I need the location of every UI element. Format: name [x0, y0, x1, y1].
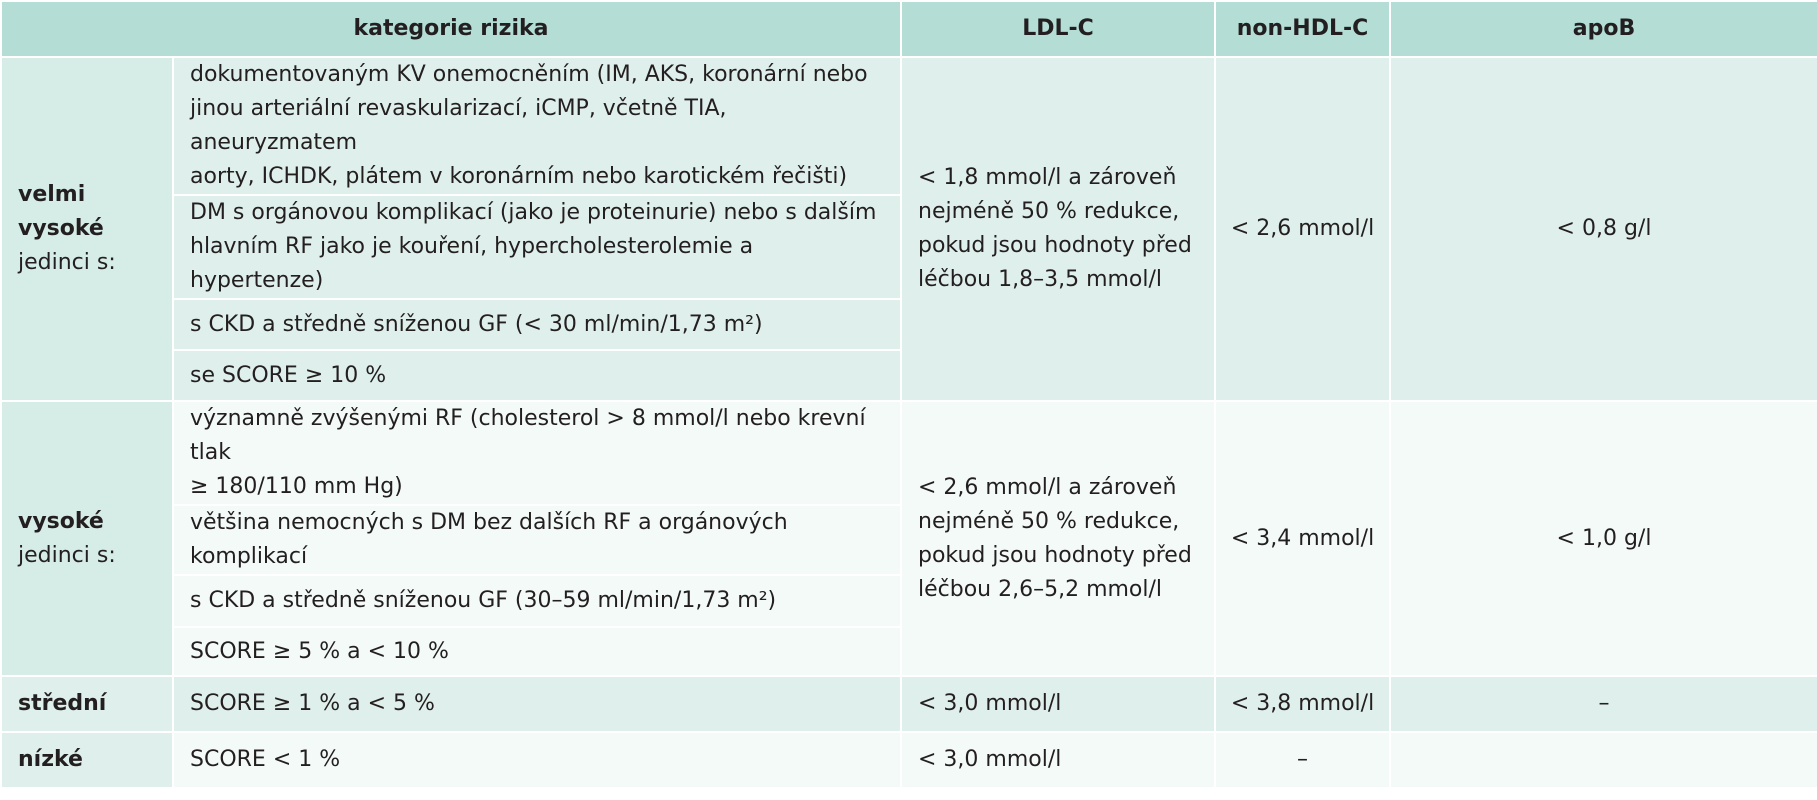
apob-target-cell — [1390, 676, 1817, 732]
category-cell — [1, 732, 173, 788]
header-row — [1, 1, 1817, 57]
criterion-text: SCORE ≥ 5 % a < 10 % — [190, 638, 449, 664]
criterion-cell — [173, 575, 901, 627]
criterion-cell — [173, 57, 901, 195]
category-cell — [1, 401, 173, 676]
criterion-cell — [173, 195, 901, 299]
table-row — [1, 732, 1817, 788]
criterion-text: většina nemocných s DM bez dalších RF a orgánových komplikací — [190, 510, 788, 569]
table-row — [1, 676, 1817, 732]
ldl-target: < 3,0 mmol/l — [918, 747, 1062, 772]
criterion-text: s CKD a středně sníženou GF (30–59 ml/min/1,73 m²) — [190, 588, 777, 613]
apob-target: – — [1598, 691, 1610, 716]
apob-target: < 0,8 g/l — [1556, 216, 1652, 241]
category-name: střední — [18, 691, 107, 716]
ldl-target-cell — [901, 732, 1215, 788]
criterion-text: SCORE < 1 % — [190, 747, 341, 772]
ldl-target-cell — [901, 57, 1215, 401]
criterion-text: s CKD a středně sníženou GF (< 30 ml/min/1,73 m²) — [190, 311, 763, 337]
category-cell — [1, 676, 173, 732]
ldl-target-cell — [901, 676, 1215, 732]
category-cell — [1, 57, 173, 401]
header-nonhdl: non-HDL-C — [1215, 1, 1390, 57]
criterion-cell — [173, 401, 901, 505]
apob-target-cell — [1390, 732, 1817, 788]
category-sub: jedinci s: — [18, 542, 116, 568]
apob-target-cell — [1390, 57, 1817, 401]
category-sub: jedinci s: — [18, 250, 116, 275]
ldl-target-cell — [901, 401, 1215, 676]
nonhdl-target-cell — [1215, 732, 1390, 788]
nonhdl-target: < 3,8 mmol/l — [1230, 691, 1375, 716]
criterion-cell — [173, 676, 901, 732]
table-row — [1, 401, 1817, 505]
ldl-target: < 2,6 mmol/l a zároveň nejméně 50 % redukce, pokud jsou hodnoty před léčbou 2,6–5,2 mmol/l — [918, 474, 1192, 602]
header-apob: apoB — [1390, 1, 1817, 57]
criterion-cell — [173, 299, 901, 350]
nonhdl-target: < 3,4 mmol/l — [1230, 525, 1375, 551]
criterion-cell — [173, 505, 901, 575]
category-name: nízké — [18, 747, 83, 772]
nonhdl-target-cell — [1215, 676, 1390, 732]
nonhdl-target: < 2,6 mmol/l — [1230, 216, 1375, 241]
apob-target-cell — [1390, 401, 1817, 676]
nonhdl-target-cell — [1215, 57, 1390, 401]
nonhdl-target-cell — [1215, 401, 1390, 676]
criterion-text: DM s orgánovou komplikací (jako je proteinurie) nebo s dalším hlavním RF jako je kouření, hypercholesterolemie a hypertenze) — [190, 200, 877, 293]
header-ldl: LDL-C — [901, 1, 1215, 57]
criterion-text: SCORE ≥ 1 % a < 5 % — [190, 691, 435, 716]
category-name: velmi vysoké — [18, 182, 104, 241]
ldl-target: < 1,8 mmol/l a zároveň nejméně 50 % redukce, pokud jsou hodnoty před léčbou 1,8–3,5 mmol/l — [918, 165, 1192, 292]
criterion-text: významně zvýšenými RF (cholesterol > 8 mmol/l nebo krevní tlak ≥ 180/110 mm Hg) — [190, 406, 866, 499]
criterion-cell — [173, 732, 901, 788]
criterion-cell — [173, 350, 901, 401]
ldl-target: < 3,0 mmol/l — [918, 691, 1062, 716]
criterion-text: se SCORE ≥ 10 % — [190, 362, 387, 388]
criterion-cell — [173, 627, 901, 676]
category-name: vysoké — [18, 508, 104, 534]
apob-target: < 1,0 g/l — [1556, 525, 1652, 551]
criterion-text: dokumentovaným KV onemocněním (IM, AKS, koronární nebo jinou arteriální revaskularizací, iCMP, včetně TIA, aneuryzmatem aorty, ICHDK, plátem v koronárním nebo karotickém řečišti) — [190, 62, 868, 189]
table-row — [1, 57, 1817, 195]
nonhdl-target: – — [1297, 747, 1308, 772]
header-category: kategorie rizika — [1, 1, 901, 57]
